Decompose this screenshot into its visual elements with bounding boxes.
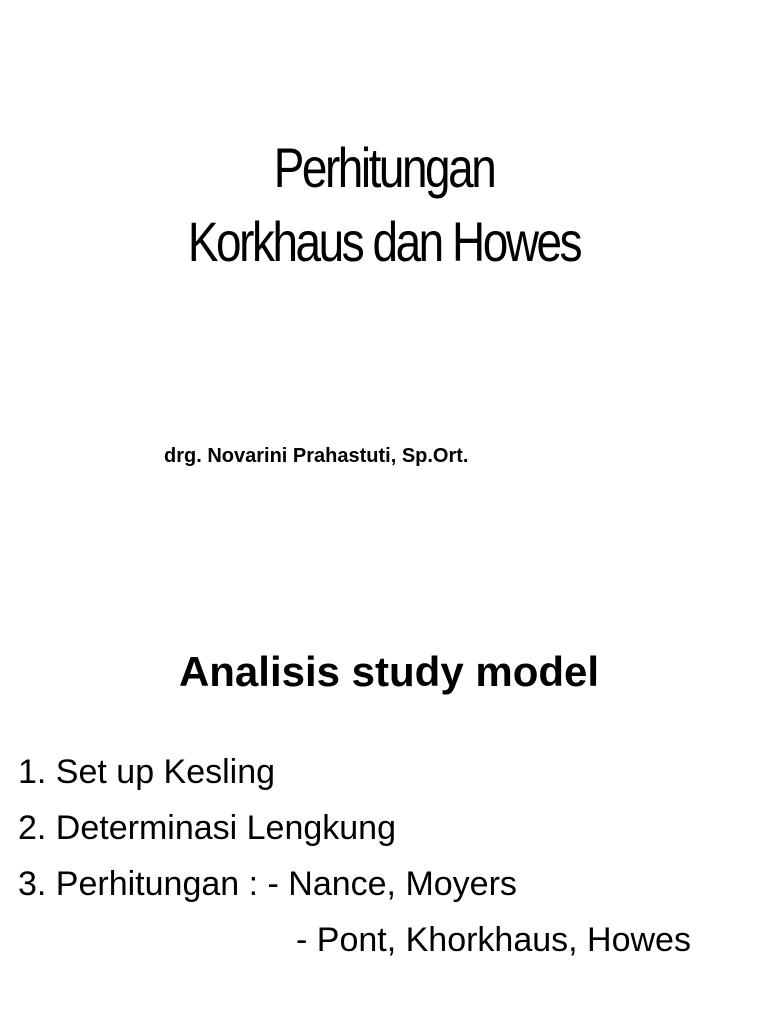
content-slide [0, 600, 768, 1024]
list-sub-item: - Pont, Khorkhaus, Howes [296, 921, 691, 959]
slide-heading: Analisis study model [178, 648, 600, 695]
list-item: 1. Set up Kesling [18, 753, 276, 791]
list-item: 2. Determinasi Lengkung [18, 809, 397, 847]
slide-title-line-2: Korkhaus dan Howes [187, 210, 581, 273]
author-name: drg. Novarini Prahastuti, Sp.Ort. [164, 445, 469, 467]
analysis-list [18, 744, 691, 968]
slide-title-line-1: Perhitungan [273, 136, 495, 199]
list-item: 3. Perhitungan : - Nance, Moyers [18, 865, 517, 903]
